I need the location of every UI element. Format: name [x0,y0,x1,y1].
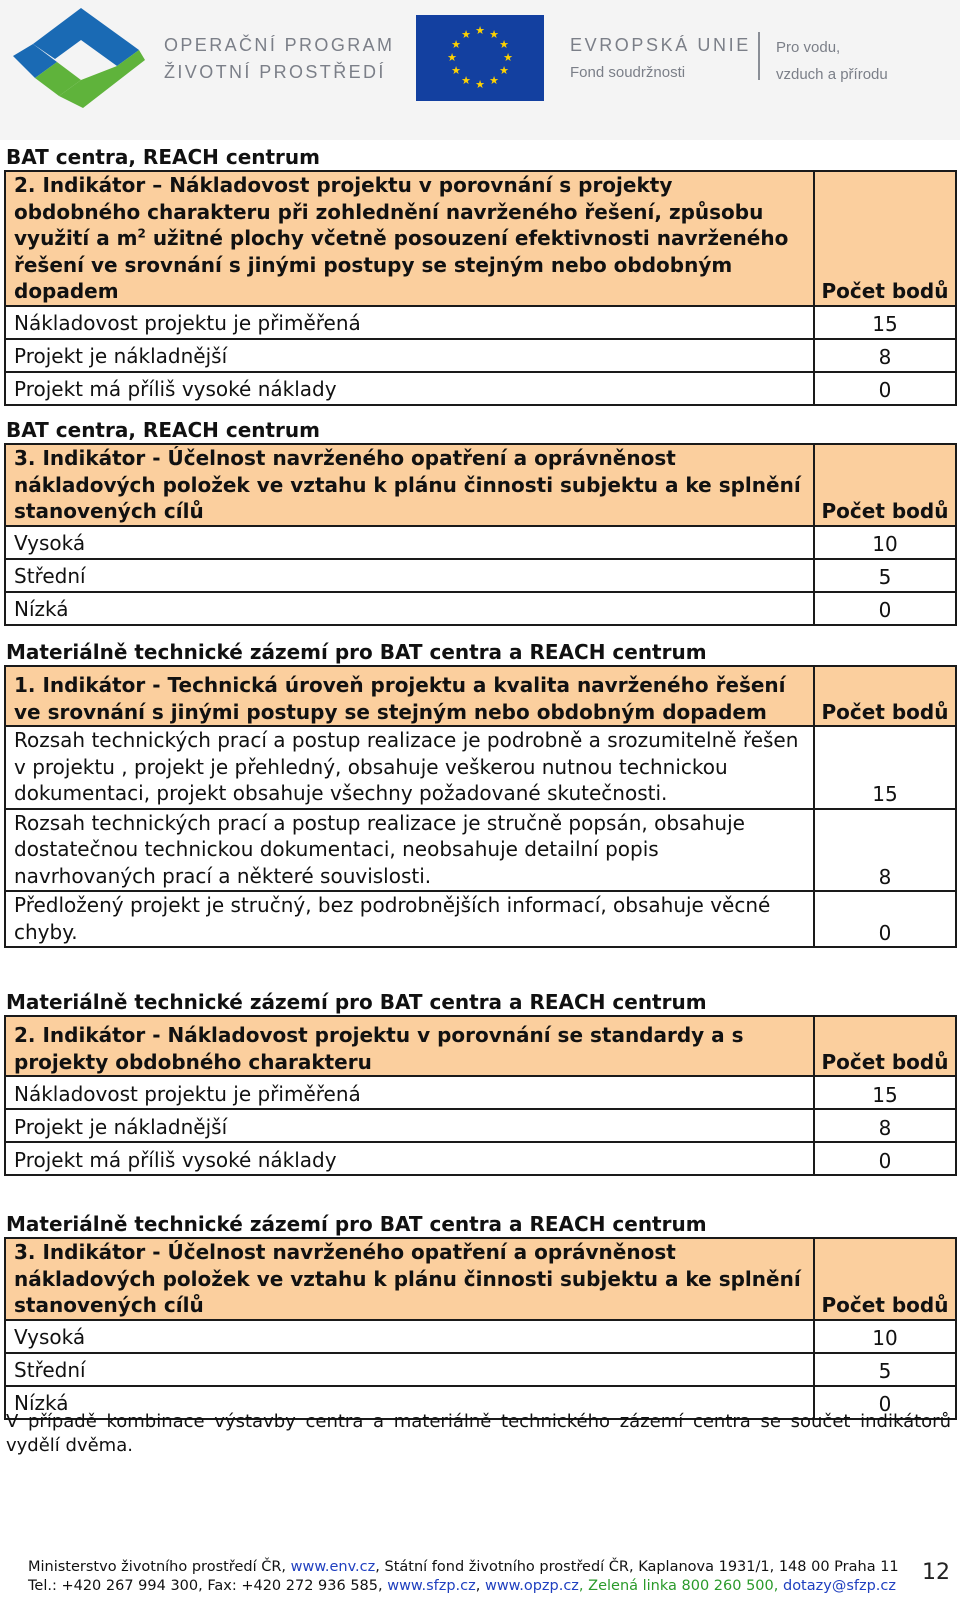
opzp-logo-icon [5,4,155,116]
criterion-label: Rozsah technických prací a postup realizace je stručně popsán, obsahuje dostatečnou technickou dokumentaci, neobsahuje detailní popis navrhovaných prací a některé souvislosti. [5,809,814,892]
criterion-label: Projekt je nákladnější [5,339,814,372]
criterion-points: 8 [814,339,956,372]
table-row [5,1076,956,1109]
eu-line1: EVROPSKÁ UNIE [570,35,751,55]
svg-text:★: ★ [475,78,485,91]
section-title: Materiálně technické zázemí pro BAT centra a REACH centrum [6,990,707,1014]
table-row [5,372,956,405]
criteria-table [4,1237,957,1420]
page-number: 12 [922,1560,950,1585]
table-row [5,1109,956,1142]
criterion-points: 15 [814,726,956,809]
slogan-line2: vzduch a přírodu [776,66,888,83]
eu-text [570,32,751,86]
criterion-label: Vysoká [5,1320,814,1353]
indicator-row [5,1238,956,1320]
criterion-label: Projekt je nákladnější [5,1109,814,1142]
footer-line2: Tel.: +420 267 994 300, Fax: +420 272 936 585, www.sfzp.cz, www.opzp.cz, Zelená linka 800 260 500, dotazy@sfzp.cz [28,1578,896,1594]
criterion-points: 10 [814,1320,956,1353]
criterion-label: Nákladovost projektu je přiměřená [5,1076,814,1109]
svg-text:★: ★ [451,38,461,51]
points-header: Počet bodů [814,444,956,526]
eu-flag-icon [416,15,544,101]
svg-text:★: ★ [503,51,513,64]
indicator-text: 2. Indikátor – Nákladovost projektu v porovnání s projekty obdobného charakteru při zohlednění navrženého řešení, způsobu využití a $m^2$ užitné plochy včetně posouzení efektivnosti navrženého řešení ve srovnání s jinými postupy se stejným nebo obdobným dopadem [5,171,814,306]
svg-text:★: ★ [461,74,471,87]
svg-text:★: ★ [461,28,471,41]
env-link[interactable]: www.env.cz [290,1559,376,1575]
criterion-label: Nízká [5,592,814,625]
criterion-points: 5 [814,559,956,592]
combination-note: V případě kombinace výstavby centra a materiálně technického zázemí centra se součet indikátorů vydělí dvěma. [6,1411,951,1456]
table-row [5,1353,956,1386]
indicator-text: 3. Indikátor - Účelnost navrženého opatření a oprávněnost nákladových položek ve vztahu k plánu činnosti subjektu a ke splnění stanovených cílů [5,444,814,526]
points-header: Počet bodů [814,1238,956,1320]
criterion-points: 15 [814,306,956,339]
criterion-points: 5 [814,1353,956,1386]
criterion-label: Předložený projekt je stručný, bez podrobnějších informací, obsahuje věcné chyby. [5,891,814,947]
indicator-text: 3. Indikátor - Účelnost navrženého opatření a oprávněnost nákladových položek ve vztahu k plánu činnosti subjektu a ke splnění stanovených cílů [5,1238,814,1320]
table-row [5,592,956,625]
criterion-label: Vysoká [5,526,814,559]
svg-text:★: ★ [475,24,485,37]
criterion-points: 0 [814,372,956,405]
opzp-link[interactable]: www.opzp.cz [484,1578,579,1594]
criterion-points: 8 [814,809,956,892]
opzp-line1: OPERAČNÍ PROGRAM [164,35,395,55]
criterion-label: Nákladovost projektu je přiměřená [5,306,814,339]
indicator-row [5,444,956,526]
eu-line2: Fond soudržnosti [570,64,686,81]
table-row [5,339,956,372]
svg-text:★: ★ [489,74,499,87]
indicator-row [5,171,956,306]
svg-text:★: ★ [499,38,509,51]
points-header: Počet bodů [814,171,956,306]
page-header [0,0,960,140]
criterion-label: Projekt má příliš vysoké náklady [5,372,814,405]
criterion-points: 15 [814,1076,956,1109]
section-title: BAT centra, REACH centrum [6,145,320,169]
green-line: , Zelená linka 800 260 500, [578,1578,783,1594]
table-row [5,526,956,559]
indicator-text: 1. Indikátor - Technická úroveň projektu a kvalita navrženého řešení ve srovnání s jinými postupy se stejným nebo obdobným dopadem [5,666,814,726]
criterion-label: Rozsah technických prací a postup realizace je podrobně a srozumitelně řešen v projektu , projekt je přehledný, obsahuje veškerou nutnou technickou dokumentaci, projekt obsahuje všechny požadované skutečnosti. [5,726,814,809]
table-row [5,1142,956,1175]
table-row [5,726,956,809]
criteria-table [4,170,957,406]
header-divider [758,32,760,80]
page-footer [28,1558,908,1596]
table-row [5,306,956,339]
svg-text:★: ★ [451,64,461,77]
footer-line1: Ministerstvo životního prostředí ČR, www.env.cz, Státní fond životního prostředí ČR, Kaplanova 1931/1, 148 00 Praha 11 [28,1559,899,1575]
slogan-line1: Pro vodu, [776,39,841,56]
table-row [5,559,956,592]
sfzp-link[interactable]: www.sfzp.cz [387,1578,476,1594]
table-row [5,1320,956,1353]
svg-text:★: ★ [489,28,499,41]
opzp-line2: ŽIVOTNÍ PROSTŘEDÍ [164,62,386,82]
criterion-points: 0 [814,1142,956,1175]
table-row [5,809,956,892]
svg-text:★: ★ [499,64,509,77]
criterion-points: 8 [814,1109,956,1142]
criterion-label: Projekt má příliš vysoké náklady [5,1142,814,1175]
criterion-points: 10 [814,526,956,559]
criteria-table [4,1015,957,1176]
criterion-label: Střední [5,1353,814,1386]
criterion-points: 0 [814,1386,956,1419]
criterion-points: 0 [814,592,956,625]
slogan [776,34,888,88]
criterion-label: Střední [5,559,814,592]
criterion-label: Nízká [5,1386,814,1419]
opzp-logo-text [164,32,394,86]
points-header: Počet bodů [814,666,956,726]
indicator-row [5,666,956,726]
criteria-table [4,665,957,948]
indicator-text: 2. Indikátor - Nákladovost projektu v porovnání se standardy a s projekty obdobného charakteru [5,1016,814,1076]
table-row [5,891,956,947]
section-title: Materiálně technické zázemí pro BAT centra a REACH centrum [6,640,707,664]
section-title: BAT centra, REACH centrum [6,418,320,442]
criterion-points: 0 [814,891,956,947]
indicator-row [5,1016,956,1076]
section-title: Materiálně technické zázemí pro BAT centra a REACH centrum [6,1212,707,1236]
svg-text:★: ★ [447,51,457,64]
points-header: Počet bodů [814,1016,956,1076]
email-link[interactable]: dotazy@sfzp.cz [782,1578,896,1594]
criteria-table [4,443,957,626]
